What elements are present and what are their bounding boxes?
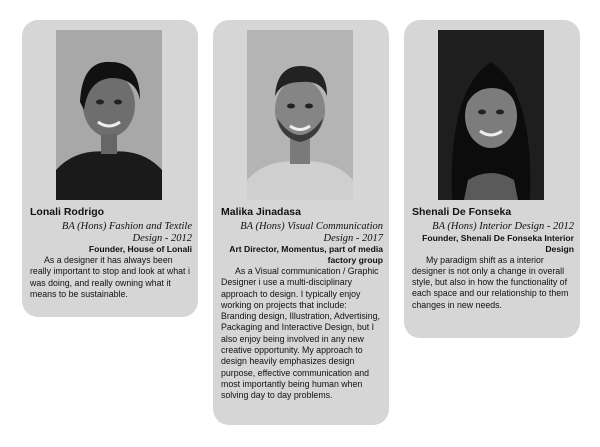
portrait-malika-image [247, 30, 353, 200]
profile-card-malika [213, 20, 389, 425]
profile-name: Shenali De Fonseka [412, 206, 512, 218]
portrait-photo-lonali [56, 30, 162, 200]
profile-role: Founder, Shenali De Fonseka Interior Design [422, 232, 574, 254]
profile-quote: As a designer it has always been really important to stop and look at what i was doing, and really owning what it means to be sustainable. [30, 255, 190, 299]
profile-name: Lonali Rodrigo [30, 206, 105, 218]
profile-card-lonali [22, 20, 198, 317]
profile-card-shenali [404, 20, 580, 338]
portrait-lonali-image [56, 30, 162, 200]
profile-details [221, 221, 383, 402]
profile-details [412, 221, 574, 311]
profile-role: Art Director, Momentus, part of media factory group [229, 244, 383, 265]
profile-degree: BA (Hons) Visual Communication Design - 2017 [240, 221, 383, 244]
portrait-photo-shenali [438, 30, 544, 200]
portrait-photo-malika [247, 30, 353, 200]
profile-quote: My paradigm shift as a interior designer is not only a change in overall style, but also in how the functionality of each space and our relationship to them changes in new needs. [412, 254, 569, 310]
profile-name: Malika Jinadasa [221, 206, 301, 218]
profile-degree: BA (Hons) Fashion and Textile Design - 2012 [61, 221, 192, 244]
portrait-shenali-image [438, 30, 544, 200]
profile-details [30, 221, 192, 300]
profile-degree: BA (Hons) Interior Design - 2012 [432, 221, 574, 232]
profile-quote: As a Visual communication / Graphic Designer i use a multi-disciplinary approach to design. I typically enjoy working on projects that include: Branding design, Illustration, Advertising, Packaging and Interactive Design, but I also enjoy being involved in any new creative opportunity. My approach to design heavily emphasizes design purpose, effective communication and most importantly being human when solving day to day problems. [221, 266, 380, 401]
profile-role: Founder, House of Lonali [88, 244, 192, 254]
